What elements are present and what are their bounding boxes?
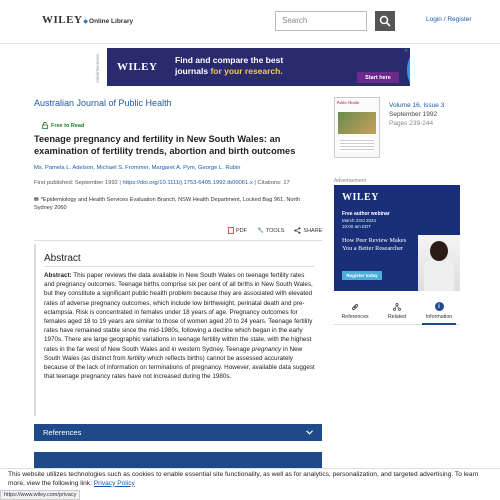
cover-text-lines (340, 138, 374, 152)
doi-link[interactable]: https://doi.org/10.1111/j.1753-6405.1992.tb00061.x (122, 180, 253, 186)
banner-brand: WILEY (117, 61, 158, 73)
references-label: References (43, 428, 82, 437)
abstract-label: Abstract: (44, 272, 72, 279)
wiley-logo[interactable] (42, 14, 133, 26)
tools-label: TOOLS (265, 227, 285, 234)
author-list[interactable]: Ms. Pamela L. Adelson, Michael S. Frommer, Margaret A. Pym, George L. Rubin (34, 165, 241, 171)
citations-link[interactable]: Citations: 17 (257, 180, 290, 186)
privacy-policy-link[interactable]: Privacy Policy (93, 479, 135, 487)
separator: | (254, 180, 258, 186)
abstract-heading: Abstract (44, 253, 81, 264)
sidebar-ad-date (342, 218, 376, 230)
search-button[interactable] (375, 11, 395, 31)
abstract-em1: pregnancy (251, 345, 282, 353)
pdf-button[interactable] (228, 227, 247, 234)
issue-date: September 1992 (389, 111, 438, 118)
pdf-icon (228, 227, 234, 234)
free-to-read-badge (42, 122, 84, 129)
banner-line2 (175, 66, 283, 77)
abstract-part2: in New South Wales (as distinct from (44, 345, 303, 362)
divider (34, 240, 322, 241)
unlock-icon (42, 122, 48, 129)
banner-line1: Find and compare the best (175, 55, 284, 65)
sidebar-ad-date1: March 23rd 2024 (342, 218, 377, 223)
free-to-read-label: Free to Read (51, 122, 85, 129)
issue-link[interactable]: Volume 16, Issue 3 (389, 102, 445, 109)
share-icon (294, 227, 301, 234)
abstract-part3: which reflects births) cannot be assessed accurately because of the lack of information on terminations of pregnancy. However, available data suggest that teenage pregnancy rates have not increased during the 1980s. (44, 354, 315, 381)
journal-title-link[interactable]: Australian Journal of Public Health (34, 98, 172, 108)
login-register-link[interactable]: Login / Register (426, 16, 472, 23)
advertisement-label: Advertisement (95, 54, 100, 84)
ad-close-icon[interactable]: ✕ (404, 48, 409, 54)
banner-line2-b: for your research. (210, 66, 283, 76)
cover-title: Public Health (337, 100, 359, 105)
affiliation-text: *Epidemiology and Health Services Evaluation Branch, NSW Health Department, Locked Bag 961, North Sydney 2060 (34, 197, 301, 211)
status-url: https://www.wiley.com/privacy (0, 490, 80, 500)
abstract-em2: fertility (127, 354, 146, 362)
banner-line2-a: journals (175, 66, 211, 76)
tab-references[interactable] (334, 299, 376, 324)
cookie-message: This website utilizes technologies such as cookies to enable essential site functionality, as well as for analytics, personalization, and targeted advertising. To learn more, view the following link: (8, 471, 479, 487)
sidebar-ad-webinar: Free author webinar (342, 211, 390, 217)
envelope-icon: ✉ (34, 197, 39, 203)
share-label: SHARE (303, 227, 323, 234)
publication-info (34, 180, 290, 186)
search-icon (379, 15, 391, 27)
journal-cover-image[interactable] (334, 97, 380, 158)
info-icon: i (435, 302, 444, 311)
abstract-divider (44, 266, 314, 267)
pdf-label: PDF (236, 227, 247, 234)
citing-literature-accordion[interactable] (34, 452, 322, 469)
tab-information[interactable] (418, 299, 460, 324)
share-button[interactable] (294, 227, 322, 234)
related-icon (393, 302, 402, 311)
abstract-part1: This paper reviews the data available in New South Wales on teenage fertility rates and pregnancy outcomes. Teenage births comprise six per cent of all births in New South Wales, but they constitute a significant public health problem because they are associated with elevated rates of adverse pregnancy outcomes, which include low birthweight, perinatal death and pre-eclampsia. Risk is concentrated in females under 18 years of age. Pregnancy outcomes for females aged 18 to 19 years are similar to those of women aged 20 to 24 years. Teenage fertility rates have remained stable since the mid-1980s, following a decline which began in the early 1970s. There are large geographic variations in teenage fertility within the state, with the highest rates in the far west of New South Wales and in western Sydney. Teenage (44, 272, 313, 353)
sidebar-ad-date2: 10:00 am EDT (342, 224, 372, 229)
top-header (0, 0, 500, 44)
tab-related[interactable] (376, 299, 418, 324)
wrench-icon: 🔧 (257, 227, 264, 234)
chevron-down-icon (306, 430, 313, 435)
sidebar-ad[interactable] (334, 185, 460, 291)
author-affiliation (34, 196, 314, 212)
sidebar-ad-headline: How Peer Review Makes You a Better Researcher (342, 237, 407, 252)
references-accordion[interactable] (34, 424, 322, 441)
issue-pages: Pages 239-244 (389, 120, 434, 127)
article-tools (228, 227, 322, 234)
tab-information-label: Information (425, 314, 453, 320)
cookie-text (8, 471, 495, 488)
banner-ad[interactable] (107, 48, 410, 86)
tab-related-label: Related (387, 314, 407, 320)
search-input[interactable]: Search (275, 11, 367, 31)
banner-headline (175, 55, 283, 77)
link-icon (351, 302, 360, 311)
cover-photo (338, 112, 376, 134)
logo-diamond-icon: ◆ (83, 19, 89, 25)
banner-start-button[interactable]: Start here (357, 72, 399, 83)
sidebar-ad-register-button[interactable]: Register today (342, 271, 382, 280)
article-title: Teenage pregnancy and fertility in New South Wales: an examination of fertility trends, abortion and birth outcomes (34, 134, 296, 156)
tab-references-label: References (341, 314, 369, 320)
sidebar-tabs (334, 299, 460, 325)
first-published: First published: September 1992 (34, 180, 118, 186)
sidebar-advertisement-label: Advertisement (334, 178, 366, 184)
sidebar-ad-brand: WILEY (342, 192, 379, 203)
tools-button[interactable] (257, 227, 284, 234)
logo-brand: WILEY (42, 14, 83, 26)
issue-info (389, 101, 444, 128)
logo-product: Online Library (89, 18, 134, 25)
sidebar-ad-photo-head (430, 241, 448, 261)
sidebar-ad-photo-person (424, 259, 454, 291)
abstract-text (44, 271, 316, 381)
separator: | (119, 180, 123, 186)
